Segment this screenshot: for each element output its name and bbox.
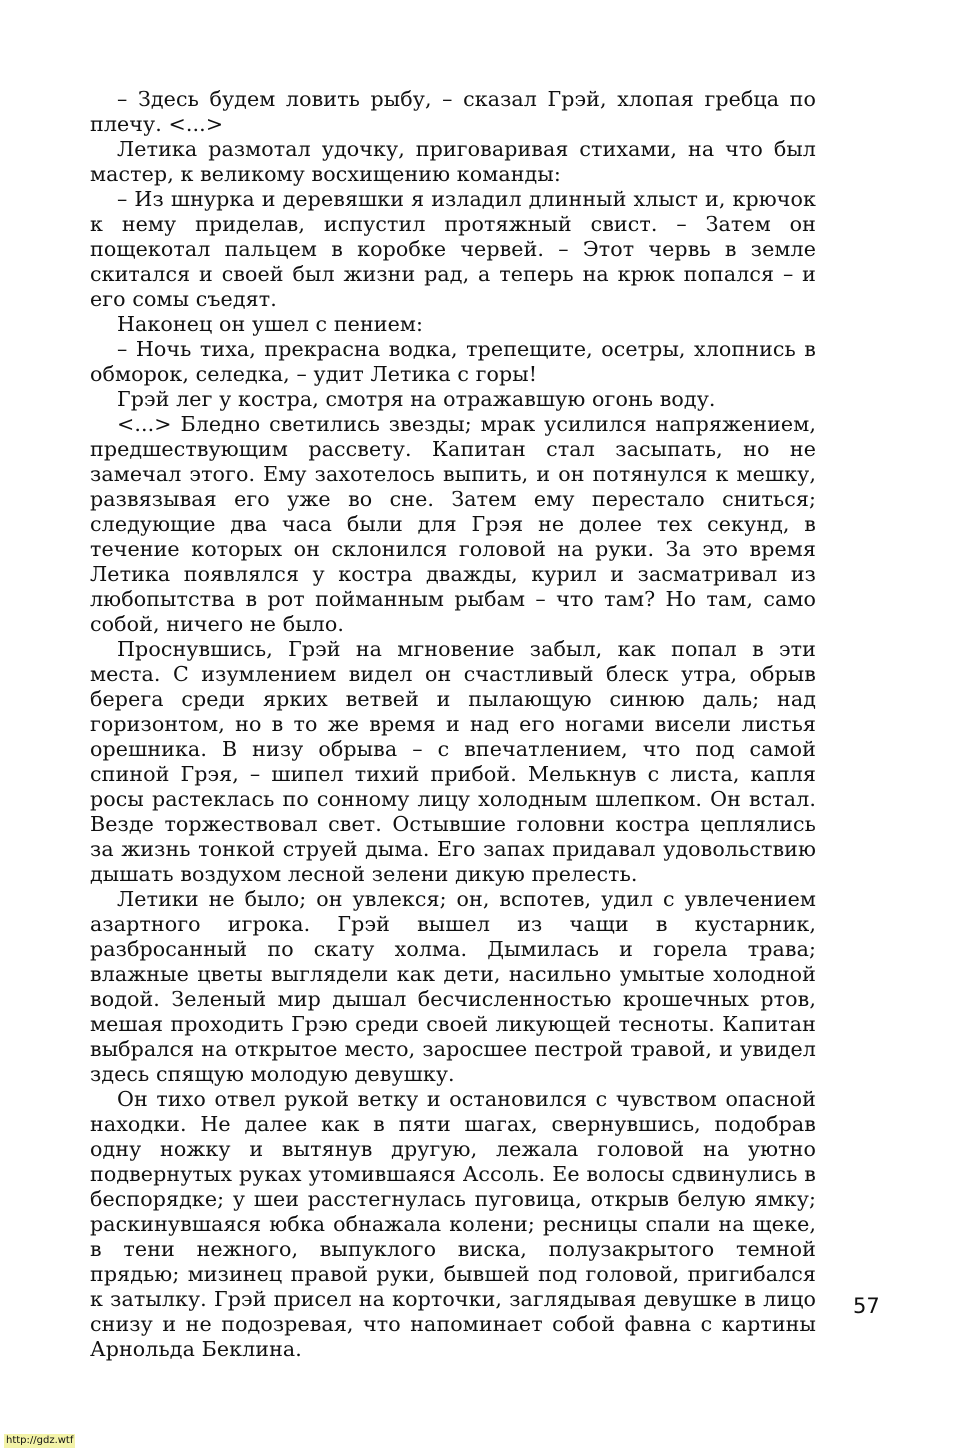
page-number: 57 (853, 1294, 880, 1318)
paragraph: Летика размотал удочку, приговаривая стихами, на что был мастер, к великому восхищению команды: (90, 137, 816, 186)
paragraph: – Ночь тиха, прекрасна водка, трепещите, осетры, хлопнись в обморок, селедка, – удит Летика с горы! (90, 337, 816, 386)
paragraph: <...> Бледно светились звезды; мрак усилился напряжением, предшествующим рассвету. Капитан стал засыпать, но не замечал этого. Ему захотелось выпить, и он потянулся к мешку, развязывая его уже во сне. Затем ему перестало сниться; следующие два часа были для Грэя не долее тех секунд, в течение которых он склонился головой на руки. За это время Летика появлялся у костра дважды, курил и засматривал из любопытства в рот пойманным рыбам – что там? Но там, само собой, ничего не было. (90, 412, 816, 636)
body-text (90, 87, 816, 1362)
paragraph: Наконец он ушел с пением: (117, 312, 424, 336)
paragraph: Он тихо отвел рукой ветку и остановился с чувством опасной находки. Не далее как в пяти шагах, свернувшись, подобрав одну ножку и вытянув другую, лежала головой на уютно подвернутых руках утомившаяся Ассоль. Ее волосы сдвинулись в беспорядке; у шеи расстегнулась пуговица, открыв белую ямку; раскинувшаяся юбка обнажала колени; ресницы спали на щеке, в тени нежного, выпуклого виска, полузакрытого темной прядью; мизинец правой руки, бывшей под головой, пригибался к затылку. Грэй присел на корточки, заглядывая девушке в лицо снизу и не подозревая, что напоминает собой фавна с картины Арнольда Беклина. (90, 1087, 816, 1361)
paragraph: Летики не было; он увлекся; он, вспотев, удил с увлечением азартного игрока. Грэй вышел из чащи в кустарник, разбросанный по скату холма. Дымилась и горела трава; влажные цветы выглядели как дети, насильно умытые холодной водой. Зеленый мир дышал бесчисленностью крошечных ртов, мешая проходить Грэю среди своей ликующей тесноты. Капитан выбрался на открытое место, заросшее пестрой травой, и увидел здесь спящую молодую девушку. (90, 887, 816, 1086)
paragraph: Проснувшись, Грэй на мгновение забыл, как попал в эти места. С изумлением видел он счастливый блеск утра, обрыв берега среди ярких ветвей и пылающую синюю даль; над горизонтом, но в то же время и над его ногами висели листья орешника. В низу обрыва – с впечатлением, что под самой спиной Грэя, – шипел тихий прибой. Мелькнув с листа, капля росы растеклась по сонному лицу холодным шлепком. Он встал. Везде торжествовал свет. Остывшие головни костра цеплялись за жизнь тонкой струей дыма. Его запах придавал удовольствию дышать воздухом лесной зелени дикую прелесть. (90, 637, 816, 886)
paragraph: – Из шнурка и деревяшки я изладил длинный хлыст и, крючок к нему приделав, испустил протяжный свист. – Затем он пощекотал пальцем в коробке червей. – Этот червь в земле скитался и своей был жизни рад, а теперь на крюк попался – и его сомы съедят. (90, 187, 816, 311)
paragraph: Грэй лег у костра, смотря на отражавшую огонь воду. (117, 387, 716, 411)
watermark-link[interactable]: http://gdz.wtf (6, 1435, 74, 1446)
paragraph: – Здесь будем ловить рыбу, – сказал Грэй, хлопая гребца по плечу. <...> (90, 87, 816, 136)
